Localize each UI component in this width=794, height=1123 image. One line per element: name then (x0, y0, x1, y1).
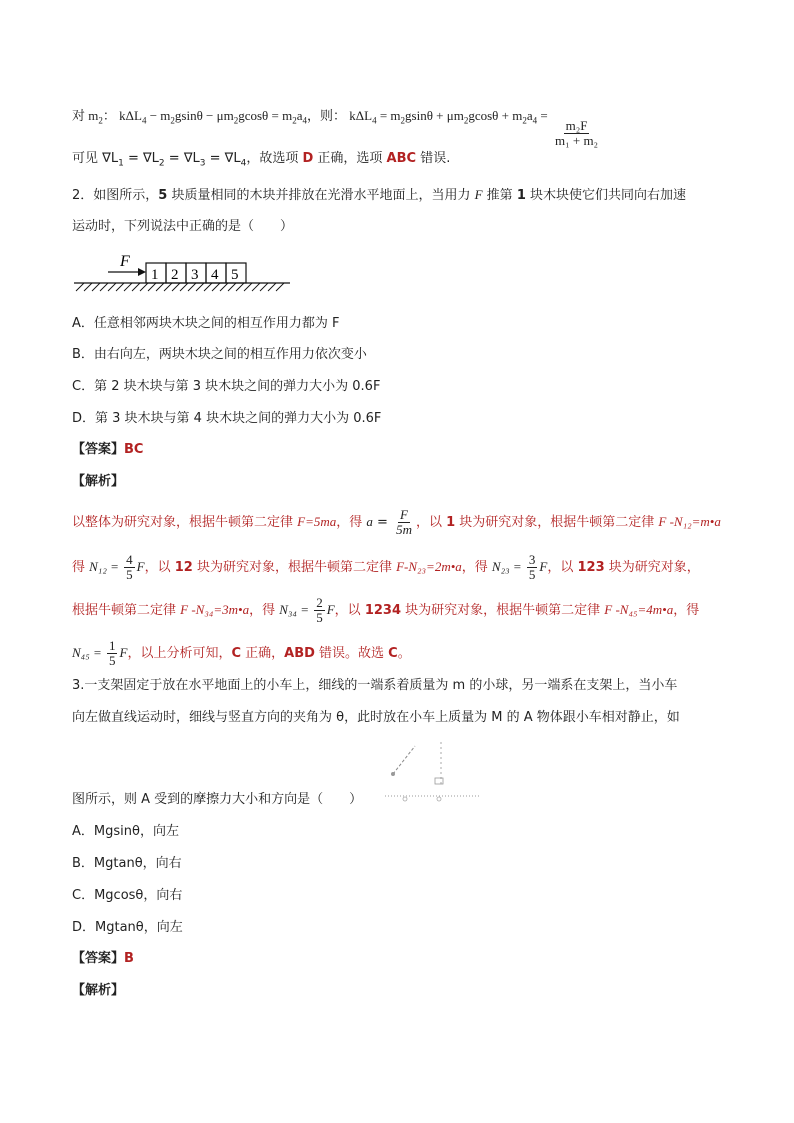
q2-analysis-line3 (72, 596, 699, 625)
text: ABD (284, 646, 315, 661)
text: 正确，选项 (313, 151, 387, 166)
q2-option-d: D．第 3 块木块与第 4 块木块之间的弹力大小为 0.6F (72, 411, 382, 426)
text: ，得 (673, 603, 700, 618)
equation-part: = m (376, 108, 401, 123)
fraction (527, 553, 538, 582)
variable: N₁₂ = (89, 559, 123, 574)
text: 块为研究对象， (604, 560, 700, 575)
highlight: ABC (386, 151, 417, 166)
block-label: 5 (231, 267, 239, 283)
text: ，以 (547, 560, 578, 575)
equation-part: kΔL (349, 108, 373, 123)
block-label: 4 (211, 267, 219, 283)
fraction (553, 119, 600, 148)
q2-analysis-line2 (72, 553, 700, 582)
colon: ： (102, 108, 116, 123)
fraction-denominator: 5 (126, 567, 133, 582)
equation-part: gsinθ + μm (405, 108, 464, 123)
equation-part: kΔL (119, 108, 142, 123)
fraction-denominator: 5 (316, 610, 323, 625)
text: ，得 (336, 515, 367, 530)
text: 块为研究对象，根据牛顿第二定律 (192, 560, 397, 575)
answer-value: B (124, 951, 134, 966)
text: 运动时，下列说法中正确的是（ ） (72, 219, 294, 234)
subscript: 2 (292, 115, 297, 126)
intro-equation-line (72, 107, 602, 148)
block-label: 3 (191, 267, 199, 283)
fraction-denominator: 5m (396, 522, 412, 537)
subscript: 2 (158, 158, 165, 169)
q3-stem-line3: 图所示，则 A 受到的摩擦力大小和方向是（ ） (72, 792, 363, 807)
variable: F (326, 602, 335, 617)
q2-blocks-figure (72, 252, 292, 296)
text: 错误。故选 (314, 646, 389, 661)
q3-option-d: D．Mgtanθ，向左 (72, 920, 183, 935)
q3-option-a: A．Mgsinθ，向左 (72, 824, 179, 839)
wheel (403, 797, 407, 801)
text: ，以 (144, 560, 175, 575)
fraction (394, 508, 414, 537)
q2-stem-line2 (72, 218, 293, 236)
text: 正确， (241, 646, 285, 661)
subscript: 4 (372, 115, 377, 126)
text: 可见 ∇L (72, 151, 119, 166)
analysis-tag: 【解析】 (72, 983, 125, 998)
text: 5 (158, 188, 168, 203)
text: ，得 (249, 603, 280, 618)
variable: F (539, 559, 548, 574)
equation: F-N₂₃=2m•a (396, 559, 462, 574)
equation: F=5ma (297, 514, 337, 529)
answer-tag: 【答案】 (72, 951, 125, 966)
q3-option-c: C．Mgcosθ，向右 (72, 888, 183, 903)
q2-answer-line (72, 441, 143, 459)
variable: F (136, 559, 145, 574)
force-arrowhead (138, 268, 146, 276)
subscript: 2 (400, 115, 406, 126)
fraction-denominator: 5 (528, 567, 536, 582)
subscript: 2 (233, 115, 239, 126)
subscript: 3 (199, 158, 206, 169)
analysis-tag: 【解析】 (72, 474, 125, 489)
blocks (146, 263, 246, 283)
fraction (107, 639, 118, 668)
highlight: D (302, 151, 314, 166)
equation: F -N₁₂=m•a (658, 514, 721, 529)
variable: F (474, 187, 483, 202)
subscript: 4 (141, 115, 147, 126)
ball (391, 772, 395, 776)
ground-hatching (76, 283, 284, 291)
fraction-numerator: 3 (528, 552, 536, 567)
text: 推第 (482, 188, 517, 203)
text: ，以 (334, 603, 365, 618)
subscript: 4 (532, 115, 538, 126)
text: 1 (446, 515, 456, 530)
text: C (231, 646, 241, 661)
equation: F -N₄₅=4m•a (604, 602, 674, 617)
q2-analysis-tag-line (72, 473, 124, 491)
equation-part: gcosθ + m (468, 108, 523, 123)
subscript: 2 (170, 115, 175, 126)
equation-part: gsinθ − μm (174, 108, 234, 123)
fraction-numerator: 4 (126, 552, 133, 567)
text: 得 (72, 560, 90, 575)
text: 1234 (364, 603, 401, 618)
block-a (435, 778, 443, 784)
subscript: 2 (463, 115, 469, 126)
text: 块为研究对象，根据牛顿第二定律 (455, 515, 659, 530)
equation-part: gcosθ = m (238, 108, 293, 123)
text: 1 (516, 188, 526, 203)
subscript: 4 (240, 158, 247, 169)
text: = ∇L (205, 151, 241, 166)
fraction (124, 553, 135, 582)
text: = ∇L (123, 151, 159, 166)
text: ，故选项 (246, 151, 303, 166)
text: 2．如图所示， (72, 188, 159, 203)
fraction (314, 596, 325, 625)
variable: a (366, 514, 373, 529)
text: C (388, 646, 398, 661)
equation: F -N₃₄=3m•a (180, 602, 250, 617)
subscript: 1 (118, 158, 124, 169)
wheel (437, 797, 441, 801)
text: 错误. (416, 151, 451, 166)
q2-analysis-line4 (72, 639, 411, 668)
variable: N₄₅ = (72, 645, 105, 660)
text: ，得 (461, 560, 492, 575)
string-line (393, 746, 415, 774)
variable: F (119, 645, 128, 660)
text: = (372, 515, 393, 530)
fraction-denominator: m₁ + m₂ (554, 133, 599, 148)
equation-part: a (296, 108, 303, 123)
q3-stem-line1: 3.一支架固定于放在水平地面上的小车上，细线的一端系着质量为 m 的小球，另一端系在支架上，当小车 (72, 678, 678, 693)
q2-option-b: B．由右向左，两块木块之间的相互作用力依次变小 (72, 347, 367, 362)
variable: N₂₃ = (491, 559, 525, 574)
text: 以整体为研究对象，根据牛顿第二定律 (72, 515, 298, 530)
intro-m2-label: 对 m (72, 108, 99, 123)
text: 。 (397, 646, 411, 661)
block-label: 2 (171, 267, 179, 283)
subscript: 4 (302, 115, 307, 126)
subscript: 2 (522, 115, 527, 126)
q2-analysis-line1 (72, 508, 721, 537)
equation-part: a (526, 108, 533, 123)
text: 123 (577, 560, 605, 575)
q3-cart-figure (383, 738, 483, 804)
q2-option-c: C．第 2 块木块与第 3 块木块之间的弹力大小为 0.6F (72, 379, 381, 394)
text: 12 (174, 560, 193, 575)
fraction-numerator: 1 (108, 638, 116, 653)
q3-answer-line (72, 950, 134, 968)
equation-part: = (537, 108, 551, 123)
text: 块木块使它们共同向右加速 (525, 188, 686, 203)
text: ，以上分析可知， (127, 646, 232, 661)
q2-option-a: A．任意相邻两块木块之间的相互作用力都为 F (72, 316, 340, 331)
fraction-numerator: F (400, 507, 408, 522)
q3-stem-line2: 向左做直线运动时，细线与竖直方向的夹角为 θ，此时放在小车上质量为 M 的 A 物体跟小车相对静止，如 (72, 710, 680, 725)
q3-analysis-tag-line (72, 982, 124, 1000)
answer-value: BC (124, 442, 144, 457)
block-label: 1 (151, 267, 159, 283)
text: 根据牛顿第二定律 (72, 603, 181, 618)
variable: N₃₄ = (279, 602, 313, 617)
force-label: F (120, 253, 130, 270)
fraction-numerator: 2 (316, 595, 323, 610)
fraction-denominator: 5 (108, 653, 116, 668)
answer-tag: 【答案】 (72, 442, 125, 457)
subscript: 2 (98, 115, 103, 126)
intro-conclusion-line (72, 150, 450, 173)
text: ，以 (415, 515, 447, 530)
equation-part: ，则： (307, 108, 347, 123)
q2-stem-line1 (72, 186, 686, 205)
equation-part: − m (146, 108, 171, 123)
text: = ∇L (164, 151, 200, 166)
q3-option-b: B．Mgtanθ，向右 (72, 856, 182, 871)
fraction-numerator: m₂F (565, 118, 588, 133)
text: 块为研究对象，根据牛顿第二定律 (401, 603, 605, 618)
text: 块质量相同的木块并排放在光滑水平地面上，当用力 (167, 188, 475, 203)
